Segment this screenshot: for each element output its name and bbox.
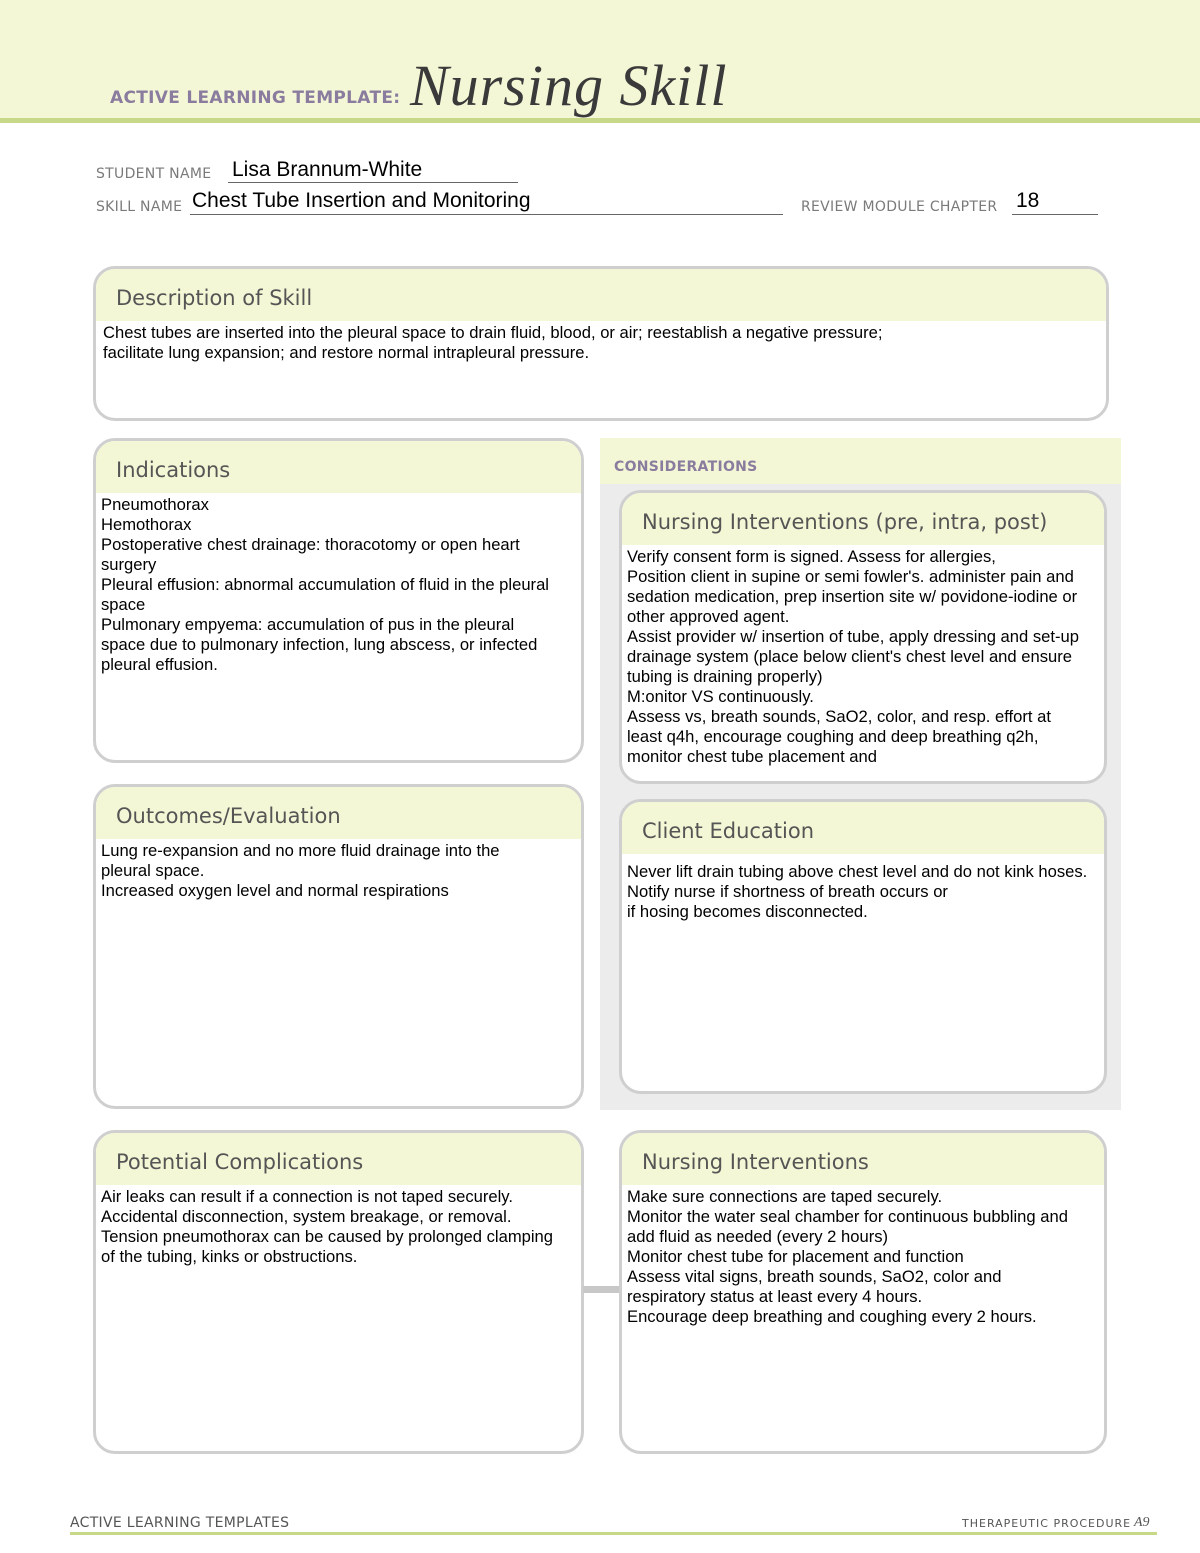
description-text[interactable]: Chest tubes are inserted into the pleural space to drain fluid, blood, or air; reestablish a negative pressure; facilitate lung expansion; and restore normal intrapleural pressure. [103, 323, 883, 362]
nursing-interventions-box [619, 1130, 1107, 1454]
footer-rule [70, 1532, 1157, 1535]
client-education-box [619, 799, 1107, 1094]
nursing-interventions-heading: Nursing Interventions [622, 1133, 1104, 1185]
footer-left-label: ACTIVE LEARNING TEMPLATES [70, 1515, 290, 1531]
complications-heading: Potential Complications [96, 1133, 581, 1185]
student-name-label: STUDENT NAME [96, 166, 212, 182]
complications-text[interactable]: Air leaks can result if a connection is not taped securely. Accidental disconnection, system breakage, or removal. Tension pneumothorax can be caused by prolonged clamping of the tubing, kinks or obstructions. [101, 1187, 554, 1266]
nursing-interventions-pip-heading: Nursing Interventions (pre, intra, post) [622, 493, 1104, 545]
box-connector [583, 1286, 620, 1293]
outcomes-text[interactable]: Lung re-expansion and no more fluid drainage into the pleural space. Increased oxygen level and normal respirations [101, 841, 500, 900]
indications-text[interactable]: Pneumothorax Hemothorax Postoperative chest drainage: thoracotomy or open heart surgery Pleural effusion: abnormal accumulation of fluid in the pleural space Pulmonary empyema: accumulation of pus in the pleural space due to pulmonary infection, lung abscess, or infected pleural effusion. [101, 495, 549, 674]
description-box [93, 266, 1109, 421]
outcomes-box [93, 784, 584, 1109]
student-name-field[interactable]: Lisa Brannum-White [232, 158, 423, 181]
client-education-text[interactable]: Never lift drain tubing above chest level and do not kink hoses. Notify nurse if shortness of breath occurs or if hosing becomes disconnected. [627, 862, 1088, 921]
template-label: ACTIVE LEARNING TEMPLATE: [110, 88, 401, 108]
indications-heading: Indications [96, 441, 581, 493]
student-name-underline [228, 182, 518, 183]
page-title: Nursing Skill [410, 53, 728, 118]
description-heading: Description of Skill [96, 269, 1106, 321]
nursing-interventions-text[interactable]: Make sure connections are taped securely. Monitor the water seal chamber for continuous bubbling and add fluid as needed (every 2 hours) Monitor chest tube for placement and function Assess vital signs, breath sounds, SaO2, color and respiratory status at least every 4 hours. Encourage deep breathing and coughing every 2 hours. [627, 1187, 1068, 1326]
outcomes-heading: Outcomes/Evaluation [96, 787, 581, 839]
skill-name-label: SKILL NAME [96, 199, 183, 215]
footer-right-label: THERAPEUTIC PROCEDURE [962, 1517, 1132, 1530]
complications-box [93, 1130, 584, 1454]
review-module-field[interactable]: 18 [1016, 189, 1040, 212]
review-module-label: REVIEW MODULE CHAPTER [801, 199, 998, 215]
nursing-interventions-pip-box [619, 490, 1107, 784]
considerations-label: CONSIDERATIONS [614, 459, 758, 475]
client-education-heading: Client Education [622, 802, 1104, 854]
footer-page-number: A9 [1134, 1515, 1150, 1530]
skill-name-underline [190, 214, 783, 215]
review-module-underline [1012, 214, 1098, 215]
indications-box [93, 438, 584, 763]
skill-name-field[interactable]: Chest Tube Insertion and Monitoring [192, 189, 531, 212]
nursing-interventions-pip-text[interactable]: Verify consent form is signed. Assess for allergies, Position client in supine or semi fowler's. administer pain and sedation medication, prep insertion site w/ povidone-iodine or other approved agent. Assist provider w/ insertion of tube, apply dressing and set-up drainage system (place below client's chest level and ensure tubing is draining properly) M:onitor VS continuously. Assess vs, breath sounds, SaO2, color, and resp. effort at least q4h, encourage coughing and deep breathing q2h, monitor chest tube placement and [627, 547, 1079, 766]
